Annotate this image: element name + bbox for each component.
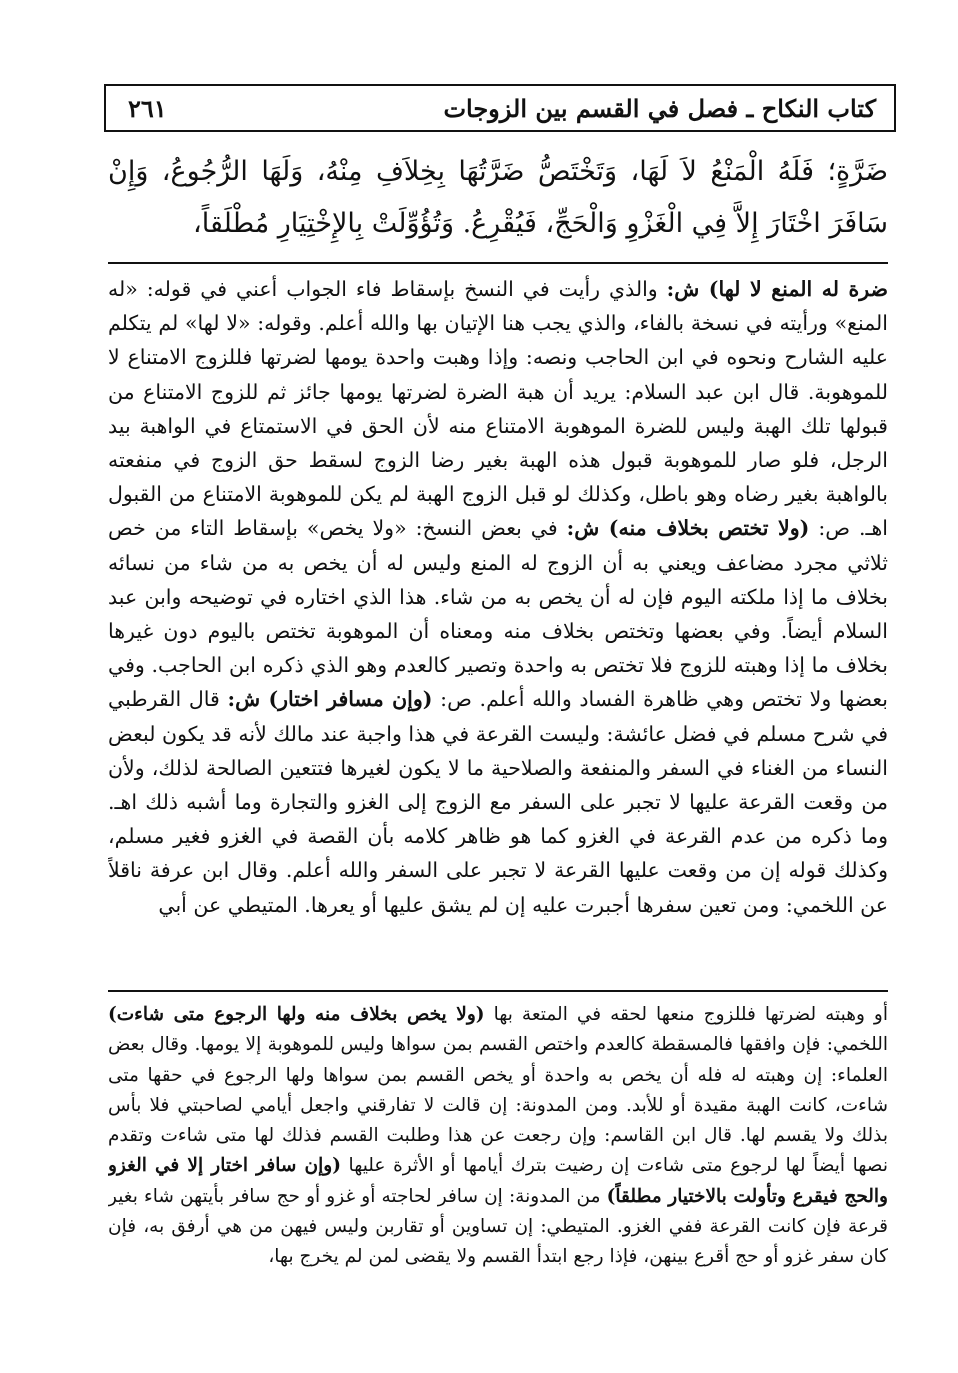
hashiya-footnotes	[108, 1000, 888, 1332]
sharh-commentary	[108, 272, 888, 978]
footnote-text-1: أو وهبته لضرتها فللزوج منعها لحقه في المتعة بها	[484, 1004, 888, 1025]
page-number: ٢٦١	[128, 94, 167, 123]
footnote-divider	[108, 990, 888, 992]
lemma-1: ضرة له المنع لا لها) ش:	[666, 277, 888, 301]
matn-text	[108, 146, 888, 256]
footnote-text-3: من المدونة: إن سافر لحاجته أو غزو أو حج سافر بأيتهن شاء بغير قرعة فإن كانت القرعة ففي الغزو. المتيطي: إن تساوين أو تقاربن وليس فيهن من هي أرفق به، فإن كان سفر غزو أو حج أقرع بينهن، فإذا رجع ابتدأ القسم ولا يقضى لمن لم يخرج بها،	[108, 1185, 888, 1268]
chapter-title: كتاب النكاح ـ فصل في القسم بين الزوجات	[443, 94, 876, 123]
running-header	[104, 84, 896, 132]
commentary-2: في بعض النسخ: «ولا يخص» بإسقاط التاء من خص ثلاثي مجرد مضاعف ويعني به أن الزوج له المنع وليس له أن يخص به من شاء من نسائه بخلاف ما إذا ملكته اليوم فإن له أن يخص به من شاء. هذا الذي اختاره في توضيحه وابن عبد السلام أيضاً. وفي بعضها وتختص بخلاف منه ومعناه أن الموهوبة تختص باليوم دون غيرها بخلاف ما إذا وهبته للزوج فلا تختص به واحدة وتصير كالعدم وهو الذي ذكره ابن الحاجب. وفي بعضها ولا تختص وهي ظاهرة الفساد والله أعلم. ص:	[108, 516, 888, 712]
lemma-2: (ولا تختص بخلاف منه) ش:	[566, 516, 810, 541]
footnote-lemma-2: (وإن سافر اختار إلا في الغزو والحج فيقرع وتأولت بالاختيار مطلقاً)	[108, 1155, 888, 1207]
commentary-1: والذي رأيت في النسخ بإسقاط فاء الجواب أعني في قوله: «له المنع» ورأيته في نسخة بالفاء، والذي يجب هنا الإتيان بها والله أعلم. وقوله: «لا لها» لم يتكلم عليه الشارح ونحوه في ابن الحاجب ونصه: وإذا وهبت واحدة يومها لضرتها فللزوج الامتناع لا للموهوبة. قال ابن عبد السلام: يريد أن هبة الضرة لضرتها يومها جائز ثم للزوج الامتناع من قبولها تلك الهبة وليس للضرة الموهوبة الامتناع منه لأن الحق في الاستمتاع في الواهبة بيد الرجل، فلو صار للموهوبة قبول هذه الهبة بغير رضا الزوج لسقط حق الزوج في منفعته بالواهبة بغير رضاه وهو باطل، وكذلك لو قبل الزوج الهبة لم يكن للموهوبة الامتناع من القبول اهـ. ص:	[108, 277, 888, 541]
footnote-text-2: اللخمي: فإن وافقها فالمسقطة كالعدم واختص القسم بمن سواها وليس للموهوبة إلا يومها. وقال بعض العلماء: إن وهبته له فله أن يخص به واحدة أو يخص القسم بمن سواها ولها الرجوع في حقها متى شاءت، كانت الهبة مقيدة أو للأبد. ومن المدونة: إن قالت لا تفارقني واجعل أيامي لصاحبتي فلا بأس بذلك ولا يقسم لها. قال ابن القاسم: وإن رجعت عن هذا وطلبت القسم فذلك لها متى شاءت وتقدم نصها أيضاً لها لرجوع متى شاءت إن رضيت بترك أيامها أو الأثرة عليها	[108, 1034, 888, 1177]
lemma-3: (وإن مسافر اختار) ش:	[227, 687, 433, 712]
matn-content: ضَرَّةٍ؛ فَلَهُ الْمَنْعُ لاَ لَهَا، وَتَخْتَصُّ ضَرَّتُهَا بِخِلاَفِ مِنْهُ، وَلَهَا الرُّجُوعُ، وَإِنْ سَافَرَ اخْتَارَ إِلاَّ فِي الْغَزْوِ وَالْحَجِّ، فَيُقْرِعُ. وَتُؤُوِّلَتْ بِالإِخْتِيَارِ مُطْلَقاً،	[108, 156, 888, 239]
footnote-lemma-1: (ولا يخص بخلاف منه ولها الرجوع متى شاءت)	[108, 1004, 485, 1025]
matn-divider	[108, 262, 888, 264]
commentary-3: قال القرطبي في شرح مسلم في فضل عائشة: وليست القرعة في هذا واجبة عند مالك لأنه قد يكون لبعض النساء من الغناء في السفر والمنفعة والصلاحية ما لا يكون لغيرها فتتعين الصالحة لذلك، ولأن من وقعت القرعة عليها لا تجبر على السفر مع الزوج إلى الغزو والتجارة وما أشبه ذلك اهـ. وما ذكره من عدم القرعة في الغزو كما هو ظاهر كلامه بأن القصة في الغزو فغير مسلم، وكذلك قوله إن من وقعت عليها القرعة لا تجبر على السفر والله أعلم. وقال ابن عرفة ناقلاً عن اللخمي: ومن تعين سفرها أجبرت عليه إن لم يشق عليها أو يعرها. المتيطي عن أبي	[108, 687, 888, 917]
